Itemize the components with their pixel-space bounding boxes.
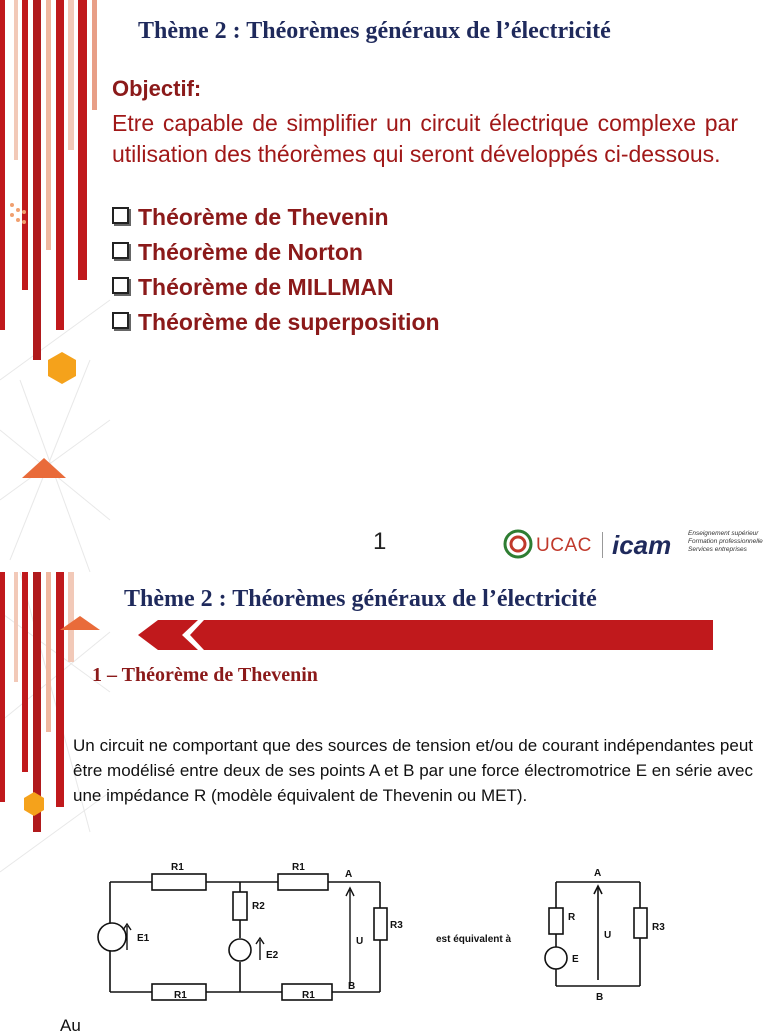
icam-tagline: Enseignement supérieur Formation professionnelle Services entreprises [688, 530, 763, 553]
title-banner [138, 620, 713, 650]
label-r1: R1 [174, 990, 187, 1001]
theorem-list [112, 202, 440, 342]
label-e1: E1 [137, 933, 150, 944]
thevenin-description: Un circuit ne comportant que des sources de tension et/ou de courant indépendantes peut être modélisé entre deux de ses points A et B par une force électromotrice E en série avec une impédance R (modèle équivalent de Thevenin ou MET). [73, 736, 753, 805]
checkbox-bullet-icon [112, 312, 129, 329]
list-item: Théorème de MILLMAN [112, 272, 440, 307]
slide-2 [0, 572, 768, 1035]
icam-logo-text: icam [612, 530, 672, 560]
slide-title: Thème 2 : Théorèmes généraux de l’électricité [124, 586, 597, 612]
page-number: 1 [373, 528, 387, 555]
label-u: U [356, 936, 364, 947]
thevenin-circuit-diagram [90, 862, 420, 1002]
objective-text: Etre capable de simplifier un circuit électrique complexe par utilisation des théorèmes qui seront développés ci-dessous. [112, 110, 738, 167]
slide-title: Thème 2 : Théorèmes généraux de l’électricité [138, 18, 611, 44]
list-item: Théorème de Thevenin [112, 202, 440, 237]
logo-divider [602, 532, 603, 558]
list-item: Théorème de superposition [112, 307, 440, 342]
section-title: 1 – Théorème de Thevenin [92, 664, 318, 686]
thevenin-equivalent-diagram [540, 862, 670, 1002]
label-e: E [572, 954, 579, 965]
label-r3: R3 [390, 920, 403, 931]
ucac-logo-icon [500, 526, 534, 562]
label-r1: R1 [292, 862, 305, 873]
label-node-a: A [594, 868, 602, 879]
label-u: U [604, 930, 612, 941]
logos [500, 522, 763, 562]
label-r2: R2 [252, 901, 265, 912]
label-e2: E2 [266, 950, 279, 961]
label-r1: R1 [171, 862, 184, 873]
checkbox-bullet-icon [112, 277, 129, 294]
objective-label: Objectif: [112, 76, 202, 101]
checkbox-bullet-icon [112, 207, 129, 224]
label-r: R [568, 912, 576, 923]
ucac-logo-text: UCAC [536, 535, 592, 556]
label-r3: R3 [652, 922, 665, 933]
cut-off-text: Au [60, 1016, 81, 1035]
equivalence-text: est équivalent à [436, 934, 512, 945]
left-decoration [0, 0, 110, 572]
label-r1: R1 [302, 990, 315, 1001]
checkbox-bullet-icon [112, 242, 129, 259]
label-node-b: B [596, 992, 604, 1003]
label-node-a: A [345, 869, 353, 880]
label-node-b: B [348, 981, 356, 992]
list-item: Théorème de Norton [112, 237, 440, 272]
